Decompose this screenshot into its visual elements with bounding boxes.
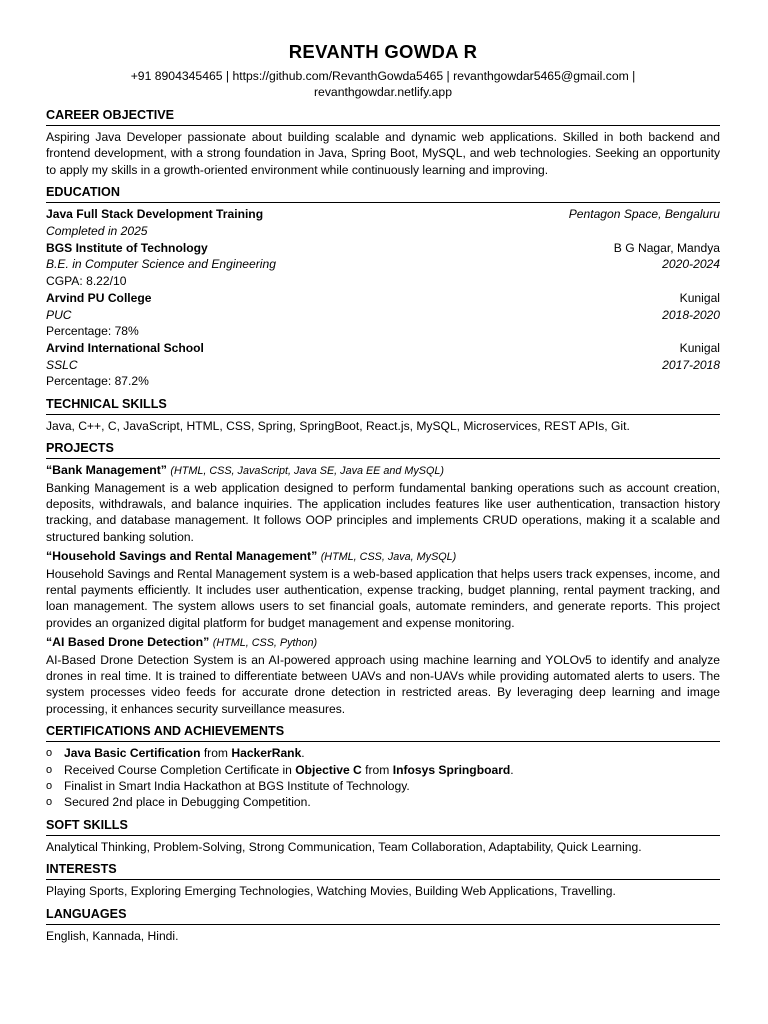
bullet-icon: o [46,747,53,760]
project-item [46,462,720,545]
technical-skills-text: Java, C++, C, JavaScript, HTML, CSS, Spring, SpringBoot, React.js, MySQL, Microservices, REST APIs, Git. [46,418,630,433]
cert-text: . [510,762,514,777]
education-institution: BGS Institute of Technology [46,241,208,256]
section-title-projects: PROJECTS [46,441,720,459]
certification-list [46,745,720,811]
education-item [46,240,720,289]
section-title-interests: INTERESTS [46,862,720,880]
section-title-skills: TECHNICAL SKILLS [46,397,720,415]
candidate-name: REVANTH GOWDA R [288,41,478,62]
education-item [46,206,720,239]
project-tech: (HTML, CSS, Python) [212,637,318,650]
section-title-soft-skills: SOFT SKILLS [46,818,720,836]
education-score: Percentage: 87.2% [46,374,149,389]
soft-skills-text: Analytical Thinking, Problem-Solving, Strong Communication, Team Collaboration, Adaptability, Quick Learning. [46,839,642,854]
education-detail: SSLC [46,357,78,372]
bullet-icon: o [46,796,53,809]
project-description: AI-Based Drone Detection System is an AI-powered approach using machine learning and YOLOv5 to identify and analyze drones in real time. It is trained to differentiate between UAVs and non-UAVs while providing automated alerts to users. The system processes video feeds for accurate drone detection in restricted areas. By leveraging deep learning and image processing, it enhances security surveillance measures. [46,652,720,716]
education-item [46,340,720,389]
project-tech: (HTML, CSS, Java, MySQL) [320,551,457,564]
bullet-icon: o [46,763,53,776]
project-name: “AI Based Drone Detection” [46,635,210,650]
education-period: 2018-2020 [662,307,720,322]
list-item [46,745,720,761]
education-institution: Java Full Stack Development Training [46,207,264,222]
education-score: Percentage: 78% [46,324,139,339]
project-name: “Household Savings and Rental Management” [46,549,318,564]
education-location: Kunigal [679,291,720,306]
cert-text: Secured 2nd place in Debugging Competition. [64,795,311,810]
cert-text: Received Course Completion Certificate in [64,762,296,777]
project-name: “Bank Management” [46,463,167,478]
education-institution: Arvind PU College [46,291,152,306]
section-title-certifications: CERTIFICATIONS AND ACHIEVEMENTS [46,724,720,742]
education-period: 2020-2024 [662,257,720,272]
cert-text: Finalist in Smart India Hackathon at BGS Institute of Technology. [64,779,410,793]
project-tech: (HTML, CSS, JavaScript, Java SE, Java EE and MySQL) [170,465,444,478]
education-period: 2017-2018 [662,357,720,372]
education-detail: Completed in 2025 [46,223,148,238]
list-item [46,778,720,794]
contact-info [46,68,720,100]
cert-bold: HackerRank [231,746,302,761]
cert-text: from [200,746,232,761]
project-item [46,548,720,631]
career-objective-text: Aspiring Java Developer passionate about building scalable and dynamic web applications. Skilled in both backend and frontend development, with a strong foundation in Java, Spring Boot, MySQL, and web technologies. Seeking an opportunity to apply my skills in a growth-oriented environment while continuously learning and improving. [46,130,720,177]
education-location: Pentagon Space, Bengaluru [568,207,720,222]
contact-line-2: revanthgowdar.netlify.app [314,85,452,99]
section-title-languages: LANGUAGES [46,907,720,925]
list-item [46,762,720,778]
section-title-career: CAREER OBJECTIVE [46,108,720,126]
list-item [46,794,720,810]
education-score: CGPA: 8.22/10 [46,273,127,288]
interests-text: Playing Sports, Exploring Emerging Technologies, Watching Movies, Building Web Applications, Travelling. [46,884,616,899]
contact-line-1: +91 8904345465 | https://github.com/RevanthGowda5465 | revanthgowdar5465@gmail.com | [130,69,636,83]
education-detail: PUC [46,307,72,322]
education-item [46,290,720,339]
resume-page [46,40,720,944]
cert-bold: Java Basic Certification [64,746,201,761]
education-location: B G Nagar, Mandya [613,241,720,256]
cert-bold: Objective C [295,762,362,777]
education-location: Kunigal [679,341,720,356]
project-description: Household Savings and Rental Management system is a web-based application that helps users track expenses, income, and rental payments efficiently. It includes user authentication, expense tracking, budget planning, rental payment tracking, and loan management. The system allows users to set financial goals, automate reminders, and generate reports. This project provides an organized digital platform for budget management and expense monitoring. [46,566,720,630]
cert-bold: Infosys Springboard [392,762,511,777]
education-detail: B.E. in Computer Science and Engineering [46,257,276,272]
cert-text: from [361,762,393,777]
section-title-education: EDUCATION [46,185,720,203]
project-list [46,462,720,717]
cert-text: . [301,746,305,761]
project-item [46,634,720,717]
languages-text: English, Kannada, Hindi. [46,928,179,943]
education-institution: Arvind International School [46,341,204,356]
education-list [46,206,720,389]
bullet-icon: o [46,780,53,792]
project-description: Banking Management is a web application designed to perform fundamental banking operations such as account creation, deposits, withdrawals, and balance inquiries. The application includes features like user authentication, transaction history tracking, and database management. It follows OOP principles and implements CRUD operations, making it a scalable and structured banking solution. [46,480,720,544]
